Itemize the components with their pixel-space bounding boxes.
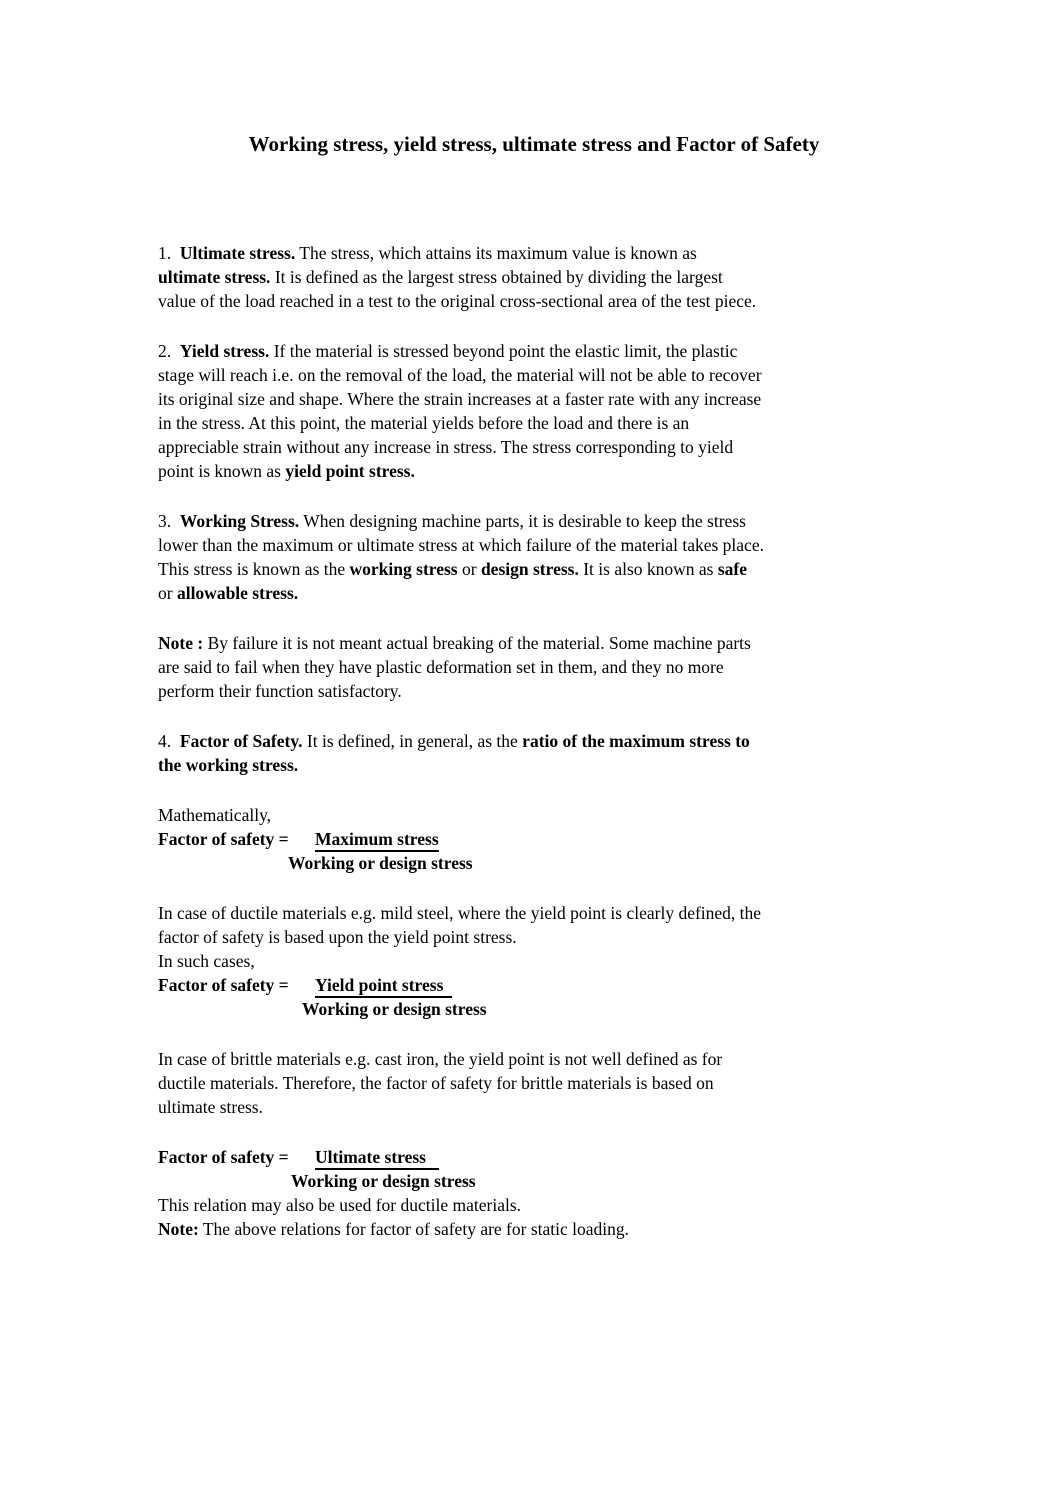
text-line xyxy=(158,973,910,997)
paragraph-factor-of-safety xyxy=(158,729,910,777)
text-line xyxy=(158,289,910,313)
text-run: ratio of the maximum stress to xyxy=(522,731,750,751)
text-run: appreciable strain without any increase in stress. The stress corresponding to yield xyxy=(158,437,734,457)
formula-ultimate-stress-and-notes xyxy=(158,1145,910,1241)
formula-factor-of-safety-general xyxy=(158,803,910,875)
text-run: Working or design stress xyxy=(291,1171,476,1191)
paragraph-yield-stress xyxy=(158,339,910,483)
text-run: 3. xyxy=(158,511,180,531)
text-run: 2. xyxy=(158,341,180,361)
paragraph-note-failure xyxy=(158,631,910,703)
text-run: Ultimate stress. xyxy=(179,243,296,263)
text-line xyxy=(158,557,910,581)
text-line xyxy=(158,581,910,605)
text-line xyxy=(158,949,910,973)
text-line xyxy=(158,851,910,875)
text-run: stage will reach i.e. on the removal of the load, the material will not be able to recover xyxy=(158,365,762,385)
text-run: This relation may also be used for ductile materials. xyxy=(158,1195,522,1215)
text-run: By failure it is not meant actual breaking of the material. Some machine parts xyxy=(203,633,751,653)
text-run: allowable stress. xyxy=(176,583,299,603)
text-run: Working Stress. xyxy=(179,511,300,531)
text-run: working stress xyxy=(349,559,458,579)
text-run: Maximum stress xyxy=(315,829,439,852)
text-line xyxy=(158,339,910,363)
text-run: Factor of Safety. xyxy=(179,731,303,751)
text-line xyxy=(158,241,910,265)
document-body xyxy=(158,241,910,1241)
text-line xyxy=(158,265,910,289)
text-line xyxy=(158,925,910,949)
document-title: Working stress, yield stress, ultimate stress and Factor of Safety xyxy=(248,132,820,156)
text-run: ductile materials. Therefore, the factor of safety for brittle materials is based on xyxy=(158,1073,714,1093)
text-line xyxy=(158,509,910,533)
text-run: are said to fail when they have plastic deformation set in them, and they no more xyxy=(158,657,724,677)
text-run: safe xyxy=(717,559,748,579)
text-line xyxy=(158,1217,910,1241)
text-run: When designing machine parts, it is desirable to keep the stress xyxy=(299,511,746,531)
text-line xyxy=(158,1145,910,1169)
text-run: It is defined, in general, as the xyxy=(302,731,523,751)
text-line xyxy=(158,901,910,925)
text-line xyxy=(158,803,910,827)
text-run: In such cases, xyxy=(158,951,255,971)
text-line xyxy=(158,435,910,459)
text-line xyxy=(158,997,910,1021)
text-line xyxy=(158,655,910,679)
text-line xyxy=(158,631,910,655)
text-line xyxy=(158,1071,910,1095)
text-run: 1. xyxy=(158,243,180,263)
text-run: or xyxy=(457,559,481,579)
text-line xyxy=(158,753,910,777)
text-line xyxy=(158,459,910,483)
text-line xyxy=(158,533,910,557)
text-run: In case of ductile materials e.g. mild steel, where the yield point is clearly defined, the xyxy=(158,903,762,923)
text-run: Yield stress. xyxy=(179,341,270,361)
text-run: lower than the maximum or ultimate stress at which failure of the material takes place. xyxy=(158,535,764,555)
text-run: or xyxy=(158,583,177,603)
paragraph-working-stress xyxy=(158,509,910,605)
paragraph-ductile-materials-formula xyxy=(158,901,910,1021)
text-run: It is defined as the largest stress obtained by dividing the largest xyxy=(270,267,723,287)
text-line xyxy=(158,1169,910,1193)
text-line xyxy=(158,827,910,851)
text-run: yield point stress. xyxy=(285,461,415,481)
text-run: Working or design stress xyxy=(302,999,487,1019)
text-run: ultimate stress. xyxy=(158,267,271,287)
paragraph-brittle-materials xyxy=(158,1047,910,1119)
text-line xyxy=(158,411,910,435)
text-run: The stress, which attains its maximum value is known as xyxy=(295,243,697,263)
paragraph-ultimate-stress xyxy=(158,241,910,313)
text-run: its original size and shape. Where the strain increases at a faster rate with any increase xyxy=(158,389,762,409)
text-run: It is also known as xyxy=(578,559,718,579)
text-run: point is known as xyxy=(158,461,286,481)
text-run: the working stress. xyxy=(158,755,299,775)
text-run: In case of brittle materials e.g. cast iron, the yield point is not well defined as for xyxy=(158,1049,723,1069)
text-line xyxy=(158,1095,910,1119)
text-line xyxy=(158,363,910,387)
text-run: perform their function satisfactory. xyxy=(158,681,402,701)
text-line xyxy=(158,387,910,411)
text-run: value of the load reached in a test to the original cross-sectional area of the test piece. xyxy=(158,291,757,311)
text-run: Note: xyxy=(158,1219,199,1239)
text-run: ultimate stress. xyxy=(158,1097,263,1117)
text-run: Mathematically, xyxy=(158,805,272,825)
text-run: 4. xyxy=(158,731,180,751)
text-run: Working or design stress xyxy=(288,853,473,873)
text-line xyxy=(158,729,910,753)
text-run: design stress. xyxy=(480,559,579,579)
text-run: The above relations for factor of safety are for static loading. xyxy=(198,1219,630,1239)
text-run: Ultimate stress xyxy=(315,1147,439,1170)
text-line xyxy=(158,1047,910,1071)
text-run: Factor of safety = xyxy=(158,829,294,849)
text-run: This stress is known as the xyxy=(158,559,350,579)
text-run: Factor of safety = xyxy=(158,975,294,995)
text-line xyxy=(158,1193,910,1217)
text-run: Yield point stress xyxy=(315,975,452,998)
text-run: If the material is stressed beyond point the elastic limit, the plastic xyxy=(269,341,738,361)
text-line xyxy=(158,679,910,703)
text-run: Factor of safety = xyxy=(158,1147,294,1167)
text-run: Note : xyxy=(158,633,204,653)
text-run: factor of safety is based upon the yield point stress. xyxy=(158,927,517,947)
text-run: in the stress. At this point, the material yields before the load and there is an xyxy=(158,413,690,433)
